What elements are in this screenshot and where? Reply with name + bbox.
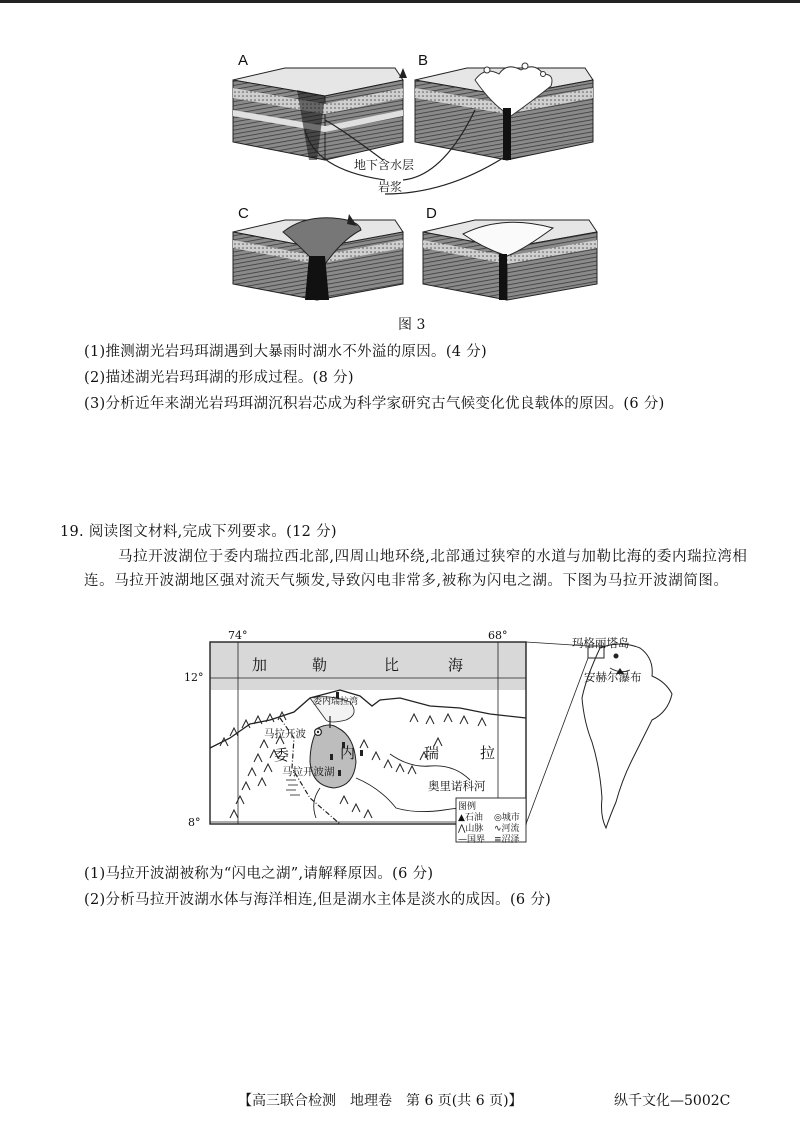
map-lon-74: 74° (228, 629, 248, 642)
legend-mountain-label: 山脉 (465, 824, 484, 834)
q19-sub2: (2)分析马拉开波湖水体与海洋相连,但是湖水主体是淡水的成因。(6 分) (84, 892, 552, 908)
sea-char-3: 比 (384, 656, 400, 674)
legend-river-label: 河流 (501, 824, 520, 834)
legend-oil-label: 石油 (464, 813, 483, 823)
top-border (0, 0, 800, 3)
river-label: 奥里诺科河 (428, 779, 486, 793)
label-aquifer: 地下含水层 (354, 158, 415, 172)
gulf-label: 委内瑞拉湾 (313, 697, 359, 707)
city-label: 马拉开波 (264, 728, 306, 740)
map-lon-68: 68° (488, 629, 508, 642)
legend-border: —国界 (458, 835, 486, 845)
lake-label: 马拉开波湖 (282, 766, 335, 778)
q18-sub3: (3)分析近年来湖光岩玛珥湖沉积岩芯成为科学家研究古气候变化优良载体的原因。(6 分) (84, 396, 665, 412)
country-char-3: 瑞 (424, 744, 440, 762)
q18-sub1: (1)推测湖光岩玛珥湖遇到大暴雨时湖水不外溢的原因。(4 分) (84, 344, 487, 360)
map-lat-12: 12° (184, 671, 204, 684)
q19-heading: 19. 阅读图文材料,完成下列要求。(12 分) (60, 524, 337, 540)
legend-mountain: ⋀山脉 (458, 824, 484, 834)
inset-island-label: 玛格丽塔岛 (572, 636, 630, 650)
swamp-marks (286, 780, 300, 795)
q18-sub2: (2)描述湖光岩玛珥湖的形成过程。(8 分) (84, 370, 354, 386)
sea-char-4: 海 (448, 656, 464, 674)
legend-swamp: ≡沼泽 (494, 835, 520, 845)
figure-3-caption: 图 3 (398, 317, 426, 333)
legend-city: ◎城市 (494, 813, 520, 823)
coastline (210, 690, 526, 748)
panel-label-d: D (426, 205, 437, 222)
map-lat-8: 8° (188, 816, 201, 829)
inset-falls-label: 安赫尔瀑布 (584, 670, 642, 684)
footer-code: 纵千文化—5002C (614, 1093, 731, 1109)
panel-b-block (415, 63, 593, 160)
country-char-4: 拉 (480, 744, 496, 762)
sea-char-2: 勒 (312, 656, 328, 674)
legend-oil: ▲石油 (458, 813, 483, 823)
legend-river: ∿河流 (494, 824, 520, 834)
q19-paragraph: 马拉开波湖位于委内瑞拉西北部,四周山地环绕,北部通过狭窄的水道与加勒比海的委内瑞拉湾相连。马拉开波湖地区强对流天气频发,导致闪电非常多,被称为闪电之湖。下图为马拉开波湖简图。 (84, 549, 748, 589)
footer-exam-info: 【高三联合检测 地理卷 第 6 页(共 6 页)】 (238, 1093, 523, 1109)
country-char-1: 委 (274, 746, 290, 764)
sea-char-1: 加 (252, 656, 268, 674)
legend-city-label: 城市 (501, 813, 520, 823)
panel-label-a: A (238, 52, 249, 69)
panel-label-c: C (238, 205, 249, 222)
q19-sub1: (1)马拉开波湖被称为“闪电之湖”,请解释原因。(6 分) (84, 866, 434, 882)
panel-a-block (233, 68, 403, 160)
legend-swamp-label: 沼泽 (501, 835, 520, 845)
panel-label-b: B (418, 52, 429, 69)
legend-border-label: 国界 (467, 835, 486, 845)
country-char-2: 内 (340, 744, 356, 762)
inset-island-dot (614, 654, 619, 659)
legend-title: 图例 (458, 802, 477, 812)
panel-d-block (423, 220, 597, 300)
label-magma: 岩浆 (378, 180, 403, 194)
figure-3-diagram (225, 50, 620, 330)
panel-c-block (233, 214, 403, 300)
